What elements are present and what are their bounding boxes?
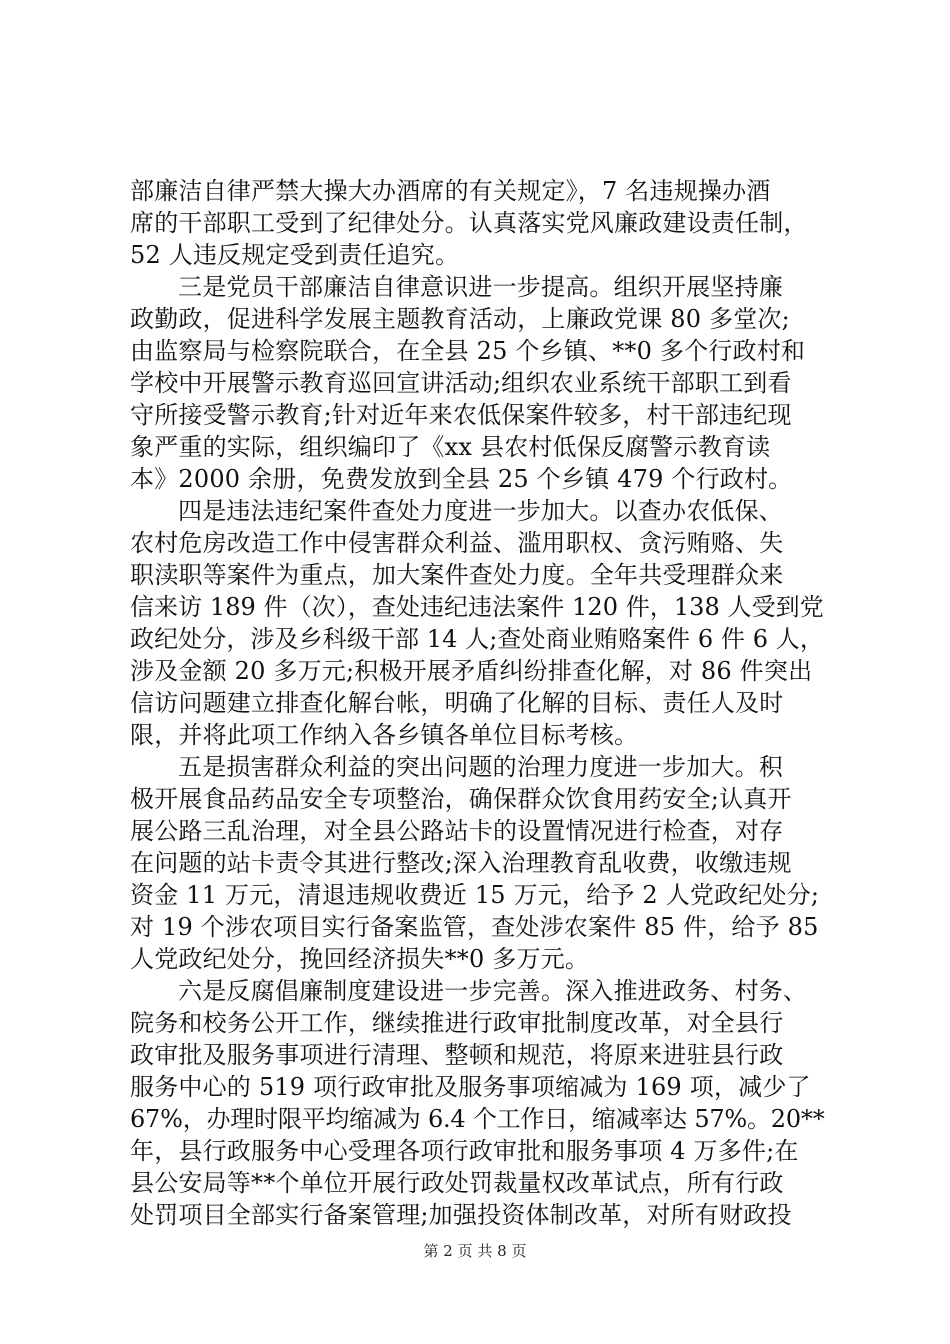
text-line: 信访问题建立排查化解台帐，明确了化解的目标、责任人及时 bbox=[130, 689, 784, 717]
text-line: 部廉洁自律严禁大操大办酒席的有关规定》，7 名违规操办酒 bbox=[130, 177, 771, 205]
text-line: 由监察局与检察院联合，在全县 25 个乡镇、**0 多个行政村和 bbox=[130, 337, 806, 365]
document-body bbox=[130, 175, 824, 1231]
paragraph-start-line: 四是违法违纪案件查处力度进一步加大。以查办农低保、 bbox=[178, 497, 783, 525]
text-line: 县公安局等**个单位开展行政处罚裁量权改革试点，所有行政 bbox=[130, 1169, 784, 1197]
text-line: 政纪处分，涉及乡科级干部 14 人;查处商业贿赂案件 6 件 6 人， bbox=[130, 625, 824, 653]
text-line: 处罚项目全部实行备案管理;加强投资体制改革，对所有财政投 bbox=[130, 1201, 792, 1229]
text-line: 象严重的实际，组织编印了《xx 县农村低保反腐警示教育读 bbox=[130, 433, 771, 461]
text-line: 职渎职等案件为重点，加大案件查处力度。全年共受理群众来 bbox=[130, 561, 784, 589]
text-line: 资金 11 万元，清退违规收费近 15 万元，给予 2 人党政纪处分; bbox=[130, 881, 820, 909]
text-line: 服务中心的 519 项行政审批及服务事项缩减为 169 项，减少了 bbox=[130, 1073, 811, 1101]
text-line: 年，县行政服务中心受理各项行政审批和服务事项 4 万多件;在 bbox=[130, 1137, 799, 1165]
page-footer: 第 2 页 共 8 页 bbox=[423, 1242, 527, 1260]
text-line: 67%，办理时限平均缩减为 6.4 个工作日，缩减率达 57%。20** bbox=[130, 1105, 825, 1133]
text-line: 政勤政，促进科学发展主题教育活动，上廉政党课 80 多堂次; bbox=[130, 305, 790, 333]
text-line: 本》2000 余册，免费发放到全县 25 个乡镇 479 个行政村。 bbox=[130, 465, 793, 493]
text-line: 在问题的站卡责令其进行整改;深入治理教育乱收费，收缴违规 bbox=[130, 849, 792, 877]
text-line: 信来访 189 件（次），查处违纪违法案件 120 件，138 人受到党 bbox=[130, 593, 824, 621]
paragraph-start-line: 六是反腐倡廉制度建设进一步完善。深入推进政务、村务、 bbox=[178, 977, 808, 1005]
text-line: 52 人违反规定受到责任追究。 bbox=[130, 241, 460, 269]
text-line: 守所接受警示教育;针对近年来农低保案件较多，村干部违纪现 bbox=[130, 401, 792, 429]
text-line: 对 19 个涉农项目实行备案监管，查处涉农案件 85 件，给予 85 bbox=[130, 913, 819, 941]
text-line: 展公路三乱治理，对全县公路站卡的设置情况进行检查，对存 bbox=[130, 817, 784, 845]
text-line: 席的干部职工受到了纪律处分。认真落实党风廉政建设责任制， bbox=[130, 209, 808, 237]
text-line: 农村危房改造工作中侵害群众利益、滥用职权、贪污贿赂、失 bbox=[130, 529, 784, 557]
text-line: 限，并将此项工作纳入各乡镇各单位目标考核。 bbox=[130, 721, 639, 749]
text-line: 极开展食品药品安全专项整治，确保群众饮食用药安全;认真开 bbox=[130, 785, 792, 813]
text-line: 人党政纪处分，挽回经济损失**0 多万元。 bbox=[130, 945, 590, 973]
text-line: 学校中开展警示教育巡回宣讲活动;组织农业系统干部职工到看 bbox=[130, 369, 792, 397]
text-line: 院务和校务公开工作，继续推进行政审批制度改革，对全县行 bbox=[130, 1009, 784, 1037]
paragraph-start-line: 三是党员干部廉洁自律意识进一步提高。组织开展坚持廉 bbox=[178, 273, 783, 301]
text-line: 涉及金额 20 多万元;积极开展矛盾纠纷排查化解，对 86 件突出 bbox=[130, 657, 813, 685]
paragraph-start-line: 五是损害群众利益的突出问题的治理力度进一步加大。积 bbox=[178, 753, 783, 781]
text-line: 政审批及服务事项进行清理、整顿和规范，将原来进驻县行政 bbox=[130, 1041, 784, 1069]
